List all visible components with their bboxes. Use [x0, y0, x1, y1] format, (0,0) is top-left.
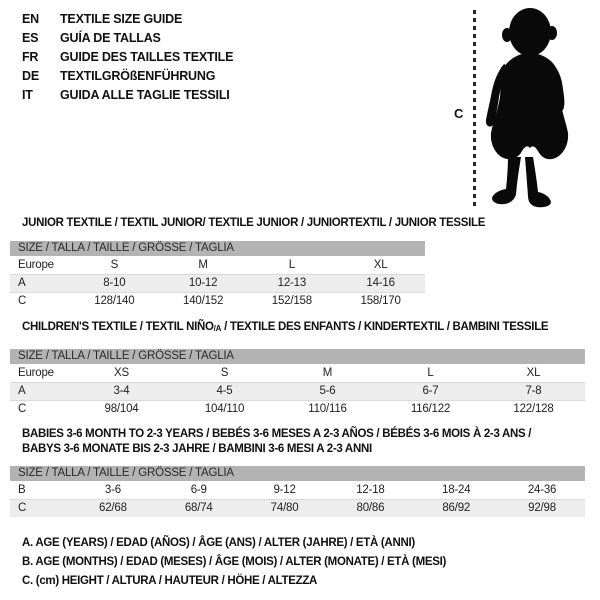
size-cell: 3-4 — [113, 385, 130, 397]
size-cell: 80/86 — [356, 502, 385, 514]
footnote-list — [22, 534, 446, 591]
footnote: C. (cm) HEIGHT / ALTURA / HAUTEUR / HÖHE / ALTEZZA — [22, 575, 318, 587]
size-cell: 12-13 — [277, 277, 307, 289]
size-cell: L — [427, 367, 434, 379]
size-cell: XS — [114, 367, 129, 379]
footnote: B. AGE (MONTHS) / EDAD (MESES) / ÂGE (MOIS) / ALTER (MONATE) / ETÀ (MESI) — [22, 556, 447, 568]
height-measure-label: C — [454, 106, 464, 121]
size-cell: M — [322, 367, 333, 379]
size-cell: 98/104 — [104, 403, 139, 415]
table-title-line: JUNIOR TEXTILE / TEXTIL JUNIOR/ TEXTILE JUNIOR / JUNIORTEXTIL / JUNIOR TESSILE — [22, 217, 486, 229]
size-cell: L — [288, 259, 295, 271]
size-cell: XL — [373, 259, 388, 271]
language-label: TEXTILGRÖßENFÜHRUNG — [60, 68, 216, 83]
size-cell: 24-36 — [527, 484, 557, 496]
size-cell: S — [220, 367, 229, 379]
size-header-bar: SIZE / TALLA / TAILLE / GRÖSSE / TAGLIA — [10, 466, 585, 481]
size-cell: 152/158 — [271, 295, 312, 307]
size-cell: 9-12 — [273, 484, 296, 496]
language-code: IT — [22, 87, 33, 102]
size-cell: 86/92 — [442, 502, 471, 514]
row-label: Europe — [18, 367, 54, 379]
table-row — [10, 382, 585, 400]
language-row — [22, 28, 233, 47]
size-cell: 7-8 — [525, 385, 542, 397]
size-cell: 12-18 — [356, 484, 385, 496]
row-label: A — [18, 385, 26, 397]
size-cell: XL — [526, 367, 541, 379]
toddler-silhouette-icon — [484, 2, 590, 210]
row-label: C — [18, 295, 27, 307]
table-title-line: BABIES 3-6 MONTH TO 2-3 YEARS / BEBÉS 3-6 MESES A 2-3 AÑOS / BÉBÉS 3-6 MOIS À 2-3 ANS / — [22, 428, 532, 440]
table-title — [10, 320, 585, 336]
language-row — [22, 85, 233, 104]
size-header-bar: SIZE / TALLA / TAILLE / GRÖSSE / TAGLIA — [10, 241, 425, 256]
language-code: FR — [22, 49, 39, 64]
size-cell: 128/140 — [94, 295, 135, 307]
table-row — [10, 364, 585, 382]
size-cell: 8-10 — [103, 277, 126, 289]
row-label: A — [18, 277, 26, 289]
size-cell: 110/116 — [308, 403, 347, 415]
table-title-line: CHILDREN'S TEXTILE / TEXTIL $NIÑO_{/A}$ / TEXTILE DES ENFANTS / KINDERTEXTIL / BAMBINI TESSILE — [22, 321, 549, 333]
size-cell: 6-9 — [190, 484, 207, 496]
size-cell: 116/122 — [410, 403, 451, 415]
children-textile-section — [10, 320, 585, 418]
language-row — [22, 66, 233, 85]
row-label: C — [18, 403, 27, 415]
size-header-bar: SIZE / TALLA / TAILLE / GRÖSSE / TAGLIA — [10, 349, 585, 364]
table-row — [10, 499, 585, 517]
size-cell: 104/110 — [204, 403, 245, 415]
size-cell: 10-12 — [188, 277, 218, 289]
size-cell: 62/68 — [99, 502, 127, 514]
language-row — [22, 9, 233, 28]
size-cell: 6-7 — [422, 385, 439, 397]
size-table — [10, 466, 585, 517]
size-cell: 122/128 — [513, 403, 554, 415]
babies-textile-section — [10, 427, 585, 517]
table-body — [10, 364, 585, 418]
size-cell: 4-5 — [216, 385, 233, 397]
table-body — [10, 256, 425, 310]
size-cell: 158/170 — [360, 295, 401, 307]
table-row — [10, 274, 425, 292]
row-label: C — [18, 502, 27, 514]
row-label: Europe — [18, 259, 54, 271]
language-title-list — [22, 9, 233, 104]
language-code: EN — [22, 11, 39, 26]
table-row — [10, 256, 425, 274]
size-cell: 5-6 — [319, 385, 336, 397]
height-dashed-line-icon — [473, 10, 476, 206]
language-label: GUIDE DES TAILLES TEXTILE — [60, 49, 234, 64]
language-label: GUÍA DE TALLAS — [60, 30, 161, 45]
size-cell: 74/80 — [270, 502, 299, 514]
size-cell: 14-16 — [366, 277, 395, 289]
size-table — [10, 349, 585, 418]
language-row — [22, 47, 233, 66]
row-label: B — [18, 484, 26, 496]
size-cell: 18-24 — [442, 484, 471, 496]
size-cell: 92/98 — [528, 502, 556, 514]
table-title — [10, 216, 486, 231]
footnote: A. AGE (YEARS) / EDAD (AÑOS) / ÂGE (ANS) / ALTER (JAHRE) / ETÀ (ANNI) — [22, 537, 415, 549]
language-code: ES — [22, 30, 39, 45]
table-body — [10, 481, 585, 517]
size-cell: 3-6 — [104, 484, 121, 496]
language-code: DE — [22, 68, 39, 83]
size-cell: 140/152 — [183, 295, 224, 307]
table-row — [10, 481, 585, 499]
size-cell: M — [198, 259, 208, 271]
table-title-line: BABYS 3-6 MONATE BIS 2-3 JAHRE / BAMBINI 3-6 MESI A 2-3 ANNI — [22, 443, 372, 455]
size-table — [10, 241, 425, 310]
table-row — [10, 400, 585, 418]
language-label: GUIDA ALLE TAGLIE TESSILI — [60, 87, 230, 102]
table-title — [10, 427, 585, 457]
language-label: TEXTILE SIZE GUIDE — [60, 11, 183, 26]
size-cell: S — [110, 259, 119, 271]
size-cell: 68/74 — [184, 502, 213, 514]
junior-textile-section — [10, 216, 486, 310]
table-row — [10, 292, 425, 310]
